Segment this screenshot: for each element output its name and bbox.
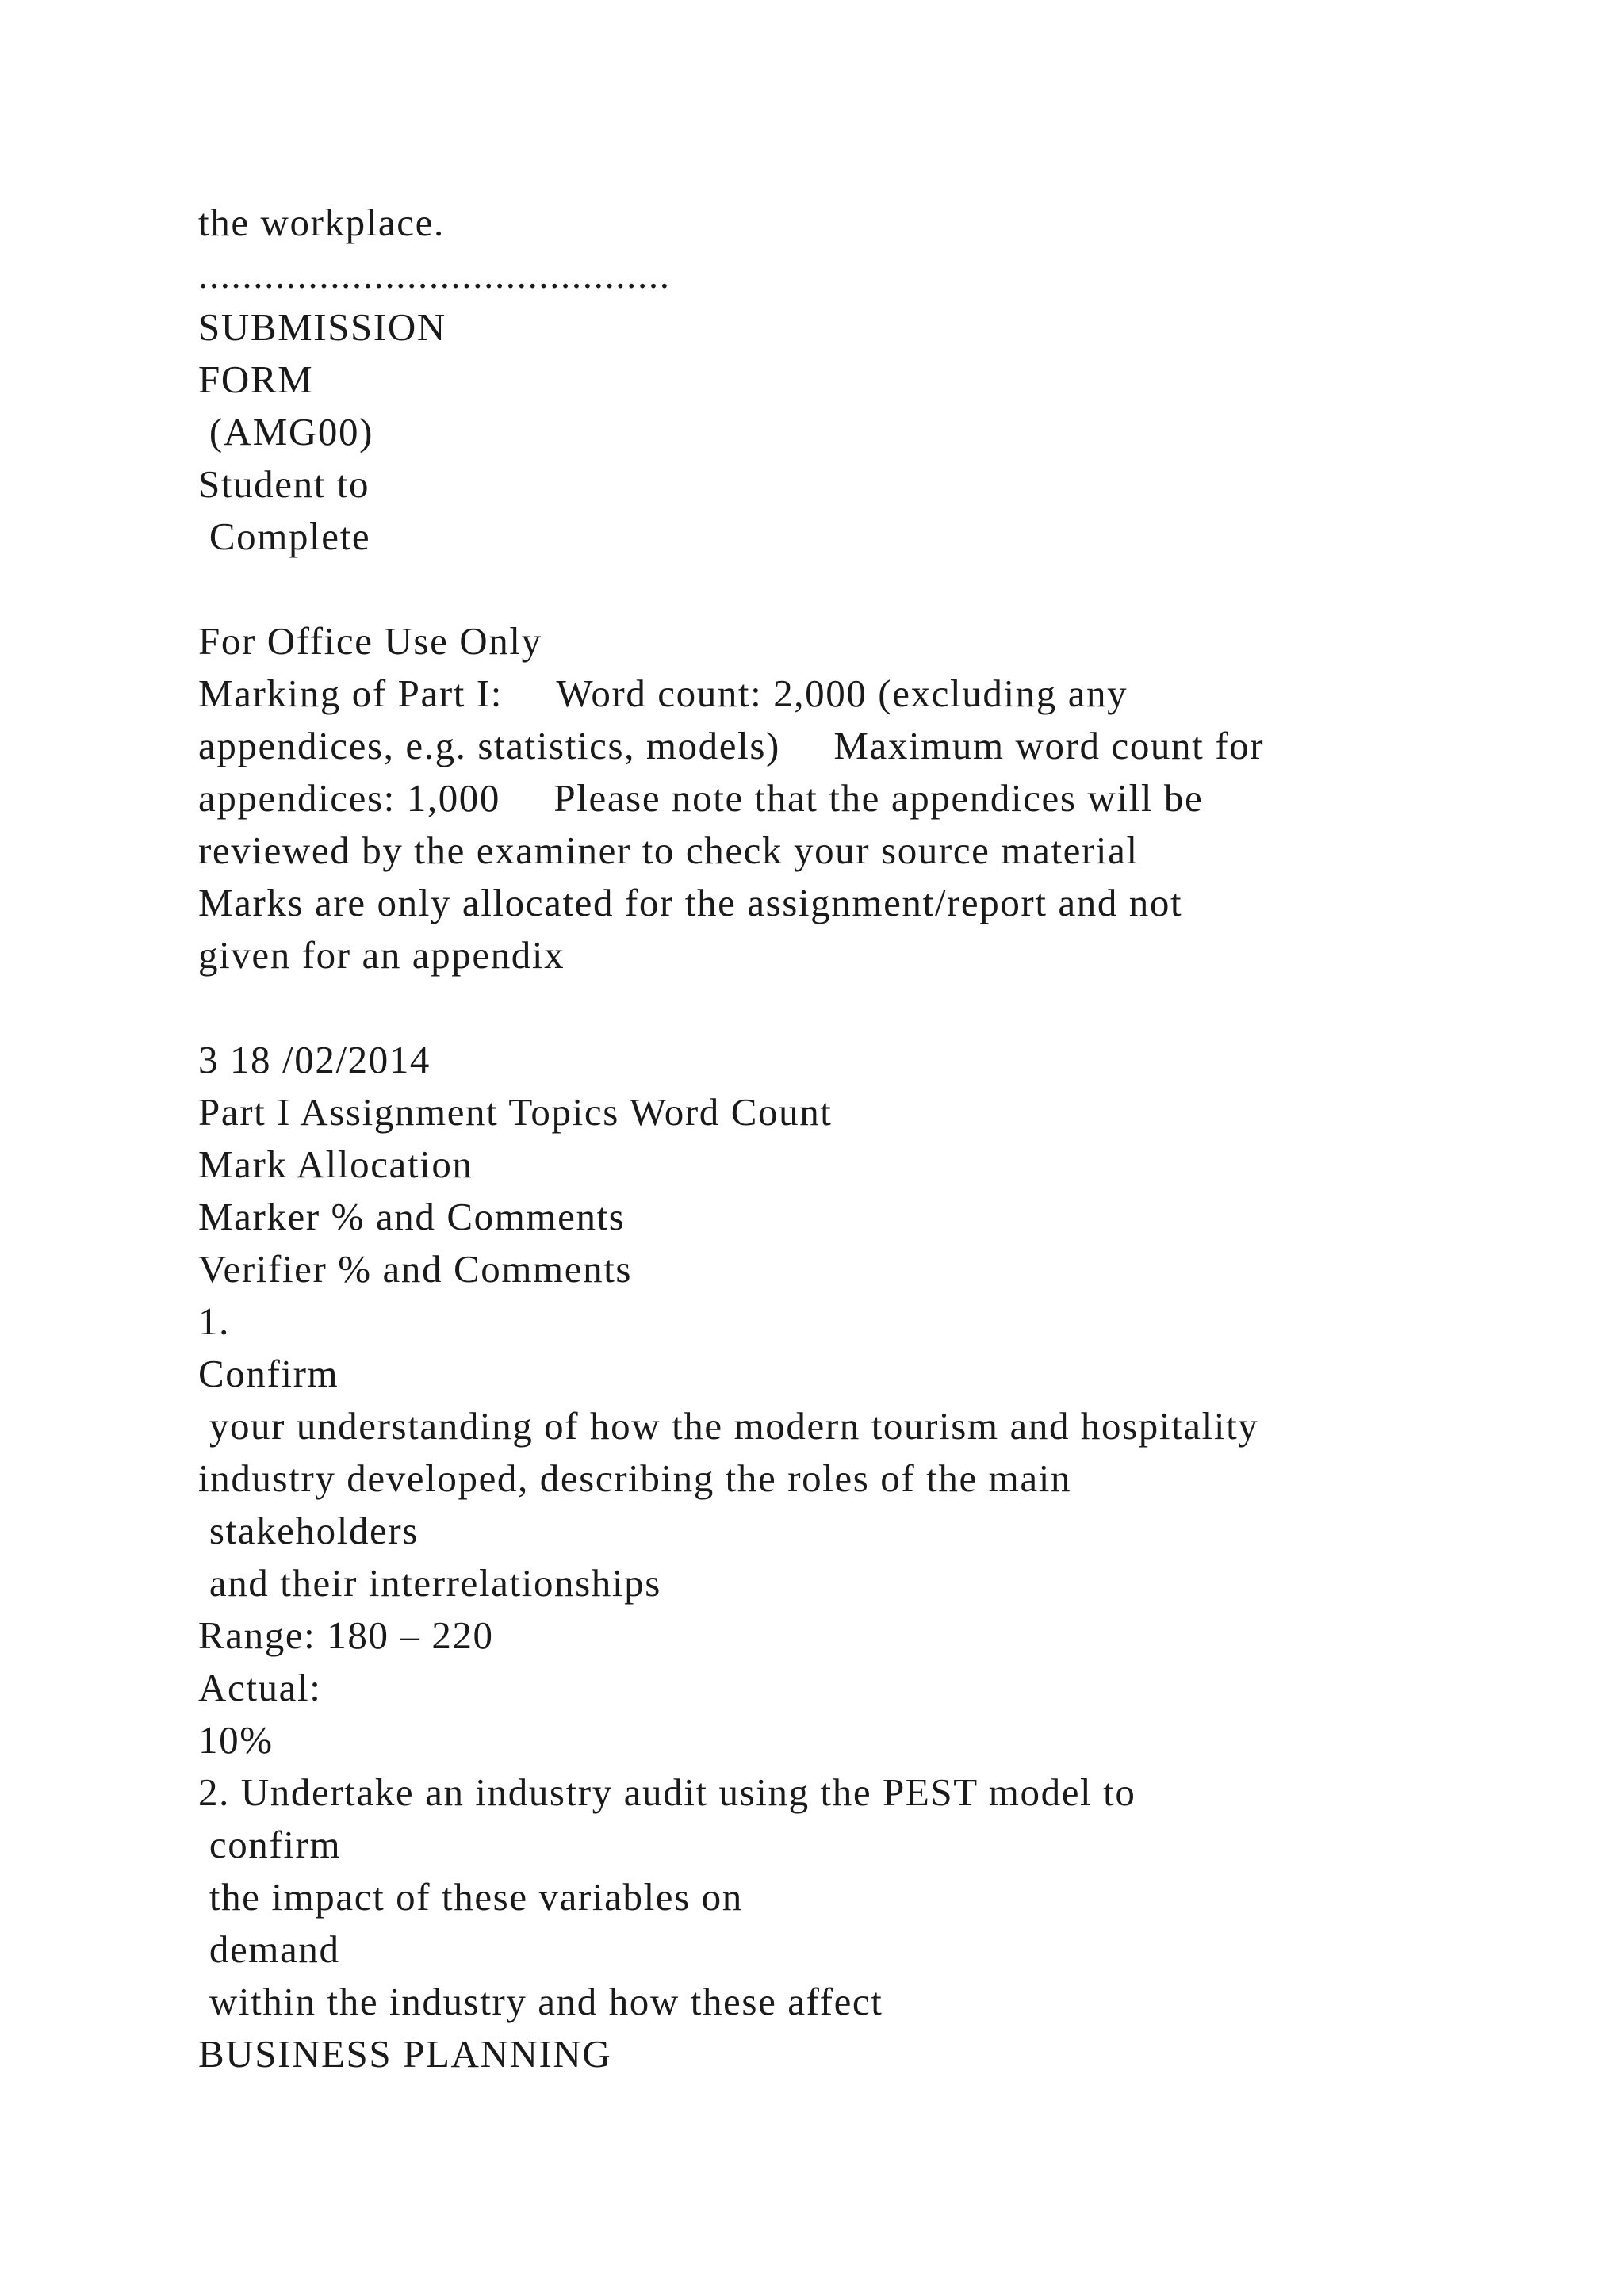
section-heading: For Office Use Only [198, 619, 542, 663]
form-code: (AMG00) [198, 410, 374, 453]
text-line: and their interrelationships [198, 1561, 661, 1605]
text-line: 2. Undertake an industry audit using the PEST model to [198, 1770, 1136, 1814]
section-heading: BUSINESS PLANNING [198, 2032, 612, 2076]
date-line: 3 18 /02/2014 [198, 1038, 431, 1081]
text-line: Complete [198, 515, 371, 558]
table-header: Part I Assignment Topics Word Count [198, 1090, 833, 1134]
text-line: reviewed by the examiner to check your source material [198, 828, 1161, 872]
actual-count: Actual: [198, 1666, 322, 1709]
dotted-separator: ........................................... [198, 253, 671, 297]
text-line: confirm [198, 1823, 342, 1866]
form-title-line: FORM [198, 358, 314, 401]
text-line: Marks are only allocated for the assignment/report and not [198, 881, 1183, 924]
text-line: within the industry and how these affect [198, 1980, 883, 2023]
document-body [198, 197, 1467, 2080]
text-line: your understanding of how the modern tourism and hospitality [198, 1404, 1259, 1448]
table-header: Marker % and Comments [198, 1195, 626, 1238]
text-line: demand [198, 1927, 340, 1971]
mark-allocation: 10% [198, 1718, 274, 1762]
blank-line [198, 563, 1467, 615]
text-line: industry developed, describing the roles of the main [198, 1456, 1072, 1500]
text-line: given for an appendix [198, 933, 565, 977]
item-number: 1. [198, 1299, 230, 1343]
text-line: appendices, e.g. statistics, models) Maximum word count for [198, 724, 1244, 767]
text-line: Confirm [198, 1352, 339, 1395]
text-line: Student to [198, 462, 370, 506]
table-header: Verifier % and Comments [198, 1247, 633, 1291]
text-line: the workplace. [198, 201, 445, 244]
form-title-line: SUBMISSION [198, 305, 446, 349]
text-line: Marking of Part I: Word count: 2,000 (excluding any [198, 672, 1107, 715]
text-line: stakeholders [198, 1509, 419, 1552]
word-range: Range: 180 – 220 [198, 1613, 494, 1657]
text-line: appendices: 1,000 Please note that the appendices will be [198, 776, 1183, 820]
text-line: the impact of these variables on [198, 1875, 743, 1919]
table-header: Mark Allocation [198, 1142, 473, 1186]
blank-line [198, 982, 1467, 1034]
